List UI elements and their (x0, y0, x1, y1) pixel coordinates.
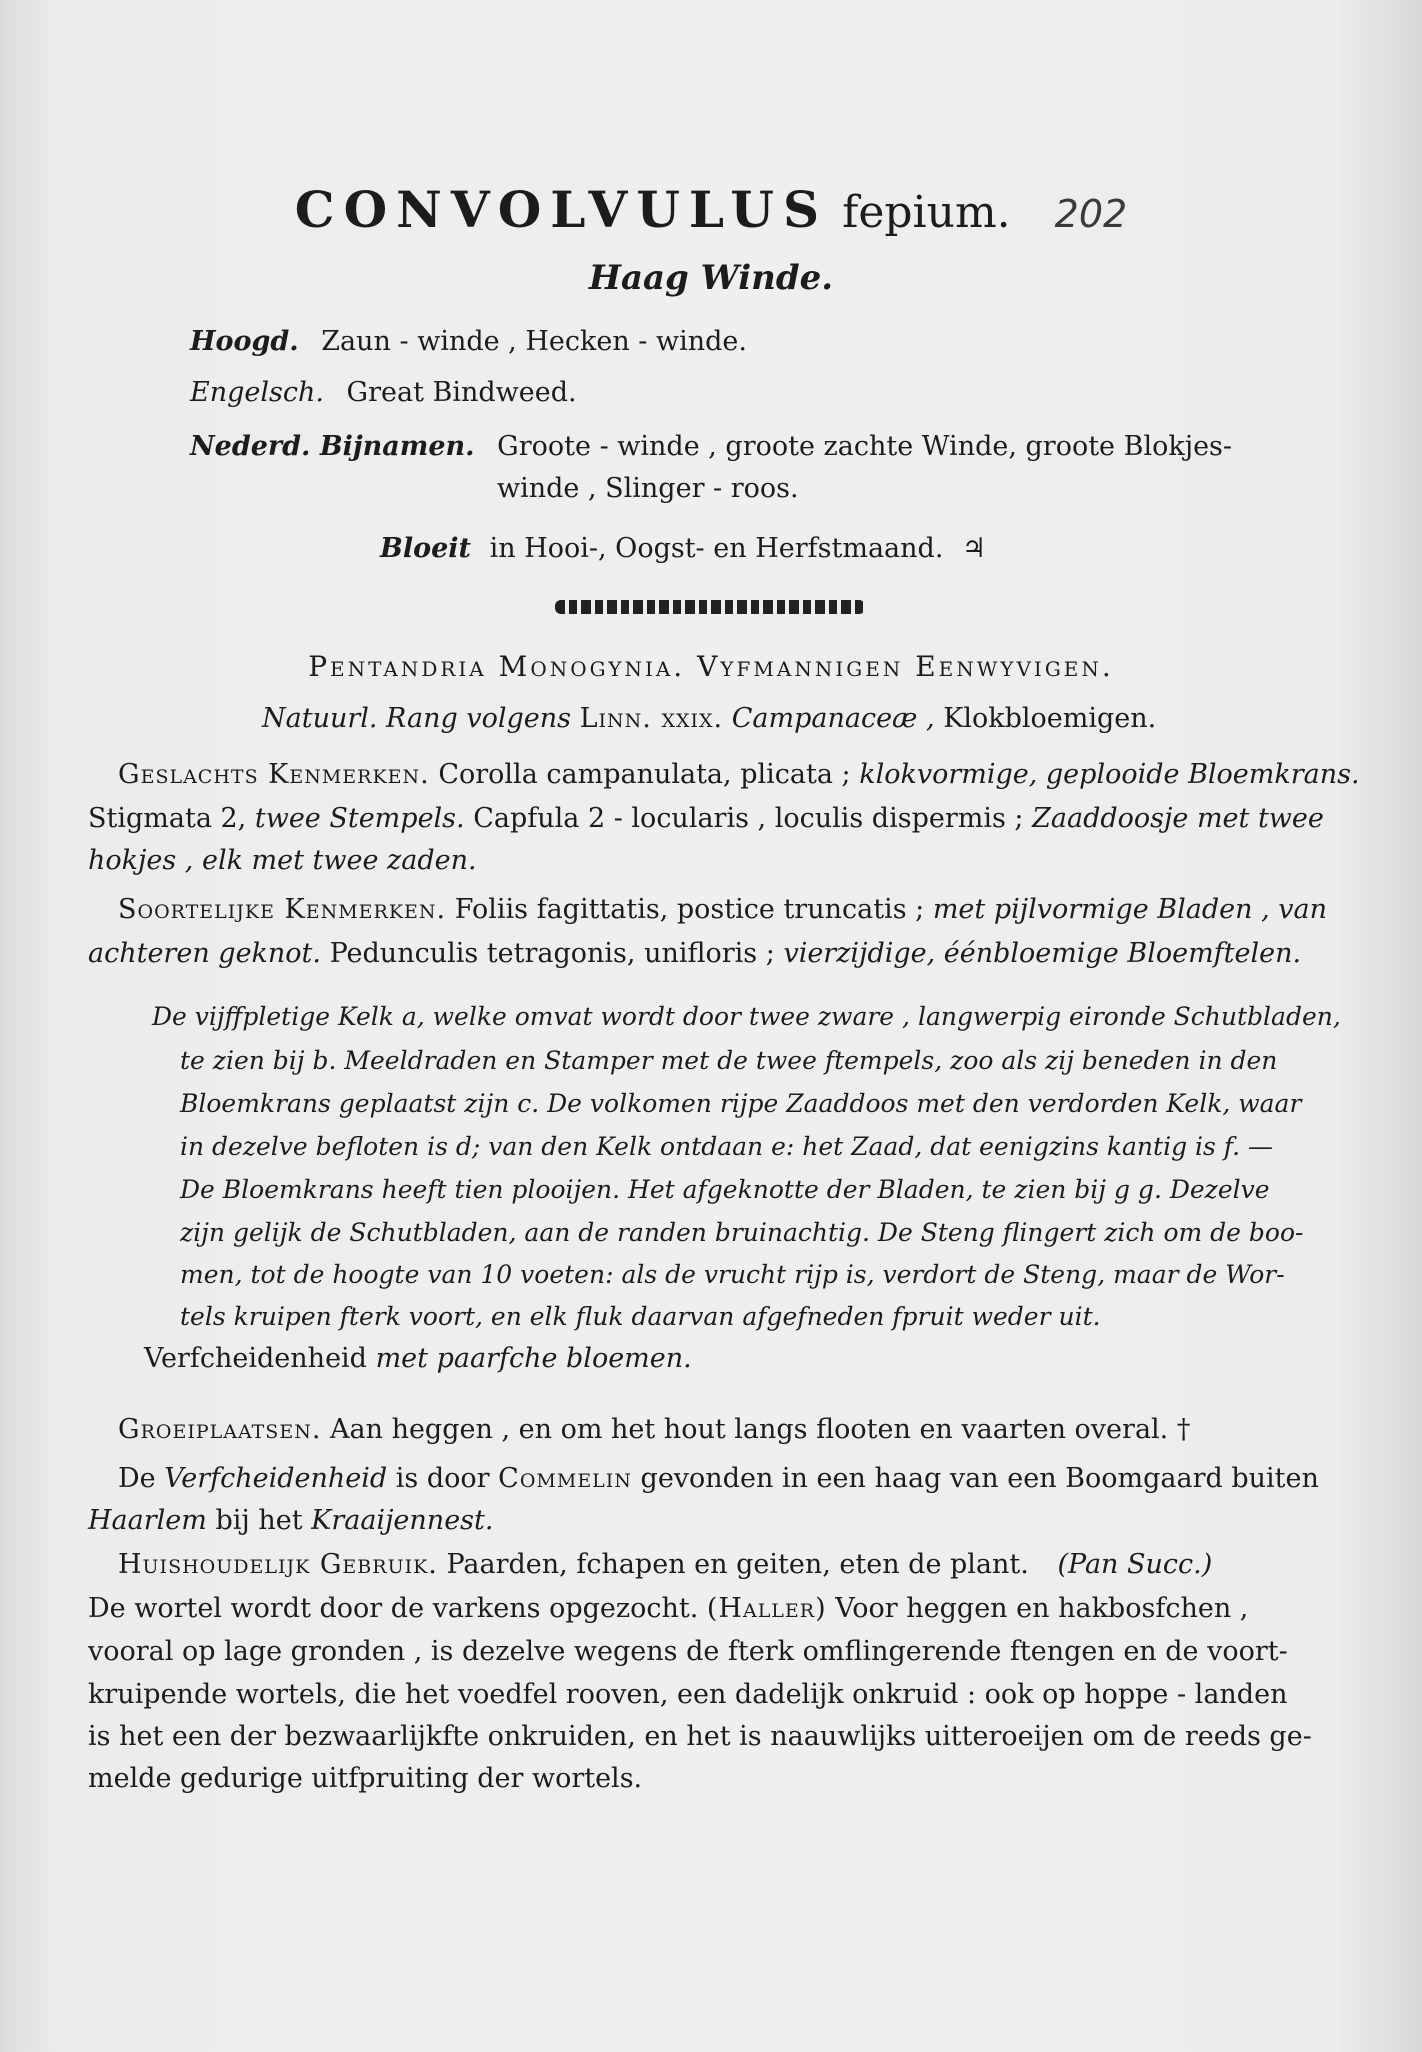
usage-text: De wortel wordt door de varkens opgezocht. (88, 1593, 699, 1624)
species-characters-label: Soortelijke Kenmerken. (118, 894, 447, 925)
description-line: Bloemkrans geplaatst zijn c. De volkomen rijpe Zaaddoos met den verdorden Kelk, waar (180, 1089, 1302, 1118)
natural-rank-line (262, 702, 1156, 736)
rank-linn: Linn. xxix. (579, 703, 724, 734)
description-line: De vijffpletige Kelk a, welke omvat wordt door twee zware , langwerpig eironde Schutbladen, (152, 1002, 1341, 1031)
habitat-line3 (88, 1504, 493, 1538)
place-name: Kraaijennest. (311, 1505, 494, 1536)
latin-text: Capfula 2 - locularis , loculis dispermis ; (473, 803, 1024, 834)
usage-line1 (118, 1548, 1212, 1582)
species-characters-line2 (88, 937, 1301, 971)
name-nederd (190, 430, 1232, 464)
description-line: te zien bij b. Meeldraden en Stamper met de twee ftempels, zoo als zij beneden in den (180, 1046, 1278, 1075)
text: bij het (215, 1505, 303, 1536)
habitat-text: Aan heggen , en om het hout langs flooten en vaarten overal. † (330, 1414, 1191, 1445)
genus-characters-line1 (118, 758, 1360, 792)
usage-text: Paarden, fchapen en geiten, eten de plant. (446, 1549, 1029, 1580)
latin-text: Stigmata 2, (88, 803, 247, 834)
usage-line2 (88, 1592, 1248, 1626)
usage-line3: vooral op lage gronden , is dezelve wegens de fterk omflingerende ftengen en de voort- (88, 1636, 1288, 1667)
usage-text: Voor heggen en hakbosfchen , (835, 1593, 1249, 1624)
text: is door (395, 1463, 490, 1494)
name-text: Zaun - winde , Hecken - winde. (321, 326, 747, 357)
habitat-label: Groeiplaatsen. (118, 1414, 322, 1445)
bloeit-label: Bloeit (380, 533, 471, 564)
habitat-line1 (118, 1413, 1190, 1447)
latin-text: Pedunculis tetragonis, unifloris ; (329, 938, 775, 969)
dutch-text: Zaaddoosje met twee (1032, 803, 1324, 834)
latin-text: Corolla campanulata, plicata ; (438, 759, 851, 790)
handwritten-page-number: 202 (1054, 192, 1128, 236)
ornament-divider (555, 600, 865, 614)
common-name: Haag Winde. (588, 258, 834, 298)
bloeit-line (380, 532, 986, 566)
genus-name: CONVOLVULUS (294, 180, 829, 239)
name-text: Groote - winde , groote zachte Winde, groote Blokjes- (497, 431, 1233, 462)
class-heading: Pentandria Monogynia. Vyfmannigen Eenwyvigen. (308, 650, 1114, 683)
genus-characters-line3: hokjes , elk met twee zaden. (88, 845, 477, 876)
dutch-text: twee Stempels. (254, 803, 465, 834)
dutch-text: achteren geknot. (88, 938, 321, 969)
rank-family: Campanaceæ , (731, 703, 935, 734)
name-nederd-continued: winde , Slinger - roos. (497, 473, 799, 504)
text: De (118, 1463, 156, 1494)
name-label: Engelsch. (190, 377, 324, 408)
dutch-text: met pijlvormige Bladen , van (932, 894, 1327, 925)
usage-reference: (Haller) (706, 1593, 827, 1624)
dutch-text: vierzijdige, éénbloemige Bloemftelen. (783, 938, 1302, 969)
name-label: Nederd. Bijnamen. (190, 431, 475, 462)
usage-label: Huishoudelijk Gebruik. (118, 1549, 438, 1580)
name-hoogd (190, 325, 747, 359)
latin-text: Foliis fagittatis, postice truncatis ; (454, 894, 925, 925)
usage-line5: is het een der bezwaarlijkfte onkruiden, en het is naauwlijks uitteroeijen om de reeds ge- (88, 1721, 1312, 1752)
variety-label: Verfcheidenheid (144, 1343, 367, 1374)
description-line: De Bloemkrans heeft tien plooijen. Het afgeknotte der Bladen, te zien bij g g. Dezelve (180, 1175, 1270, 1204)
text: Verfcheidenheid (164, 1463, 388, 1494)
bloeit-text: in Hooi-, Oogst- en Herfstmaand. (489, 533, 944, 564)
description-line: zijn gelijk de Schutbladen, aan de randen bruinachtig. De Steng flingert zich om de boo- (180, 1218, 1304, 1247)
species-name: fepium. (842, 187, 1011, 238)
genus-characters-line2 (88, 802, 1324, 836)
perennial-symbol: ♃ (962, 533, 987, 564)
habitat-line2 (118, 1462, 1319, 1496)
name-engelsch (190, 376, 577, 410)
variety-text: met paarfche bloemen. (375, 1343, 692, 1374)
rank-prefix: Natuurl. Rang volgens (262, 703, 572, 734)
description-line: in dezelve befloten is d; van den Kelk ontdaan e: het Zaad, dat eenigzins kantig is f. — (180, 1132, 1274, 1161)
species-characters-line1 (118, 893, 1327, 927)
variety-line (144, 1342, 692, 1376)
name-text: Great Bindweed. (346, 377, 577, 408)
genus-characters-label: Geslachts Kenmerken. (118, 759, 430, 790)
place-name: Haarlem (88, 1505, 207, 1536)
usage-line6: melde gedurige uitfpruiting der wortels. (88, 1763, 643, 1794)
text: gevonden in een haag van een Boomgaard buiten (640, 1463, 1319, 1494)
usage-reference: (Pan Succ.) (1057, 1549, 1213, 1580)
rank-suffix: Klokbloemigen. (943, 703, 1157, 734)
usage-line4: kruipende wortels, die het voedfel rooven, een dadelijk onkruid : ook op hoppe - landen (88, 1679, 1288, 1710)
author-name: Commelin (498, 1463, 632, 1494)
description-line: tels kruipen fterk voort, en elk fluk daarvan afgefneden fpruit weder uit. (180, 1302, 1101, 1331)
name-label: Hoogd. (190, 326, 299, 357)
dutch-text: klokvormige, geplooide Bloemkrans. (859, 759, 1360, 790)
page-title (0, 180, 1422, 239)
description-line: men, tot de hoogte van 10 voeten: als de vrucht rijp is, verdort de Steng, maar de Wor- (180, 1260, 1285, 1289)
